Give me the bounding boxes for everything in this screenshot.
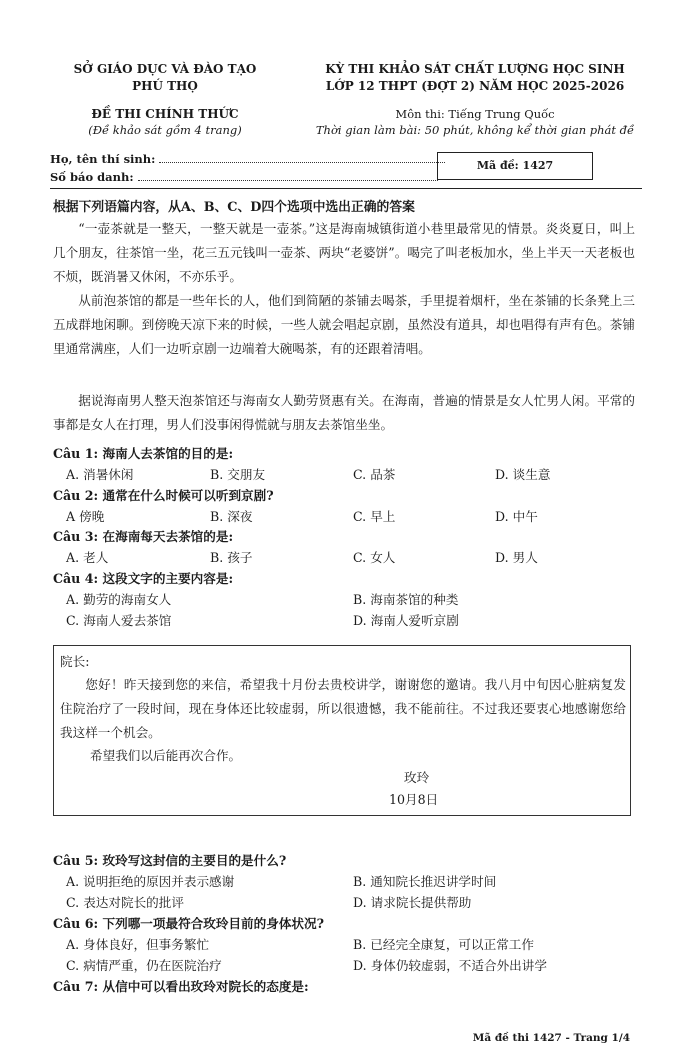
q5-option-c[interactable]: C. 表达对院长的批评 <box>66 895 184 910</box>
q4-option-d[interactable]: D. 海南人爱听京剧 <box>353 613 459 628</box>
q3-option-c[interactable]: C. 女人 <box>353 550 396 565</box>
letter-salutation: 院长: <box>60 654 90 669</box>
question-5: Câu 5: 玫玲写这封信的主要目的是什么? <box>53 853 287 868</box>
q2-option-a[interactable]: A 傍晚 <box>66 509 105 524</box>
q5-option-b[interactable]: B. 通知院长推迟讲学时间 <box>353 874 497 889</box>
letter-date: 10月8日 <box>389 792 439 807</box>
name-label: Họ, tên thí sinh: <box>50 152 156 166</box>
letter-closing: 希望我们以后能再次合作。 <box>90 748 242 763</box>
q4-option-a[interactable]: A. 勤劳的海南女人 <box>66 592 172 607</box>
q2-option-b[interactable]: B. 深夜 <box>210 509 253 524</box>
question-3: Câu 3: 在海南每天去茶馆的是: <box>53 529 234 544</box>
question-2: Câu 2: 通常在什么时候可以听到京剧? <box>53 488 274 503</box>
q6-option-c[interactable]: C. 病情严重，仍在医院治疗 <box>66 958 222 973</box>
passage-paragraph-1: “一壶茶就是一整天，一整天就是一壶茶。”这是海南城镇街道小巷里最常见的情景。炎炎夏日，叫上几个朋友，往茶馆一坐，花三五元钱叫一壶茶、两块“老婆饼”。喝完了叫老板加水，坐上半天一天老板也不烦，既消暑又休闲，不亦乐乎。 <box>53 221 635 284</box>
passage-paragraph-2: 从前泡茶馆的都是一些年长的人，他们到简陋的茶铺去喝茶，手里提着烟杆，坐在茶铺的长条凳上三五成群地闲聊。到傍晚天凉下来的时候，一些人就会唱起京剧，虽然没有道具，却也唱得有声有色。茶铺里通常满座，人们一边听京剧一边端着大碗喝茶，有的还跟着清唱。 <box>53 293 635 356</box>
name-blank[interactable] <box>159 152 445 163</box>
q5-option-d[interactable]: D. 请求院长提供帮助 <box>353 895 472 910</box>
letter-signature: 玫玲 <box>404 770 430 785</box>
time-note: Thời gian làm bài: 50 phút, không kể thời gian phát đề <box>315 123 635 137</box>
q1-option-b[interactable]: B. 交朋友 <box>210 467 266 482</box>
passage-paragraph-3: 据说海南男人整天泡茶馆还与海南女人勤劳贤惠有关。在海南，普遍的情景是女人忙男人闲。平常的事都是女人在打理，男人们没事闲得慌就与朋友去茶馆坐坐。 <box>53 393 635 432</box>
exam-title1: KỲ THI KHẢO SÁT CHẤT LƯỢNG HỌC SINH <box>325 62 625 76</box>
id-label: Số báo danh: <box>50 170 134 184</box>
q3-option-a[interactable]: A. 老人 <box>66 550 109 565</box>
q3-option-b[interactable]: B. 孩子 <box>210 550 253 565</box>
q1-option-c[interactable]: C. 品茶 <box>353 467 396 482</box>
q1-option-a[interactable]: A. 消暑休闲 <box>66 467 134 482</box>
letter-body: 您好！昨天接到您的来信，希望我十月份去贵校讲学，谢谢您的邀请。我八月中旬因心脏病复发住院治疗了一段时间，现在身体还比较虚弱，所以很遗憾，我不能前往。不过我还要衷心地感谢您给我这样一个机会。 <box>60 677 626 740</box>
id-blank[interactable] <box>138 170 438 181</box>
official-label: ĐỀ THI CHÍNH THỨC <box>91 107 239 121</box>
dept-line1: SỞ GIÁO DỤC VÀ ĐÀO TẠO <box>73 62 257 76</box>
exam-title2: LỚP 12 THPT (ĐỢT 2) NĂM HỌC 2025-2026 <box>325 79 625 93</box>
q2-option-c[interactable]: C. 早上 <box>353 509 396 524</box>
q6-option-b[interactable]: B. 已经完全康复，可以正常工作 <box>353 937 534 952</box>
q2-option-d[interactable]: D. 中午 <box>495 509 538 524</box>
q4-option-b[interactable]: B. 海南茶馆的种类 <box>353 592 459 607</box>
question-4: Câu 4: 这段文字的主要内容是: <box>53 571 234 586</box>
q6-option-d[interactable]: D. 身体仍较虚弱，不适合外出讲学 <box>353 958 547 973</box>
q4-option-c[interactable]: C. 海南人爱去茶馆 <box>66 613 172 628</box>
instruction: 根据下列语篇内容，从A、B、C、D四个选项中选出正确的答案 <box>53 200 415 215</box>
q3-option-d[interactable]: D. 男人 <box>495 550 538 565</box>
subject: Môn thi: Tiếng Trung Quốc <box>395 107 555 121</box>
dept-line2: PHÚ THỌ <box>132 79 198 93</box>
letter-box <box>53 645 631 816</box>
header-divider <box>50 188 642 189</box>
question-6: Câu 6: 下列哪一项最符合玫玲目前的身体状况? <box>53 916 324 931</box>
id-field[interactable] <box>50 170 438 184</box>
q1-option-d[interactable]: D. 谈生意 <box>495 467 551 482</box>
exam-code-box: Mã đề: 1427 <box>437 152 593 180</box>
q5-option-a[interactable]: A. 说明拒绝的原因并表示感谢 <box>66 874 235 889</box>
q6-option-a[interactable]: A. 身体良好，但事务繁忙 <box>66 937 210 952</box>
pages-note: (Đề khảo sát gồm 4 trang) <box>88 123 242 137</box>
question-7: Câu 7: 从信中可以看出玫玲对院长的态度是: <box>53 979 309 994</box>
question-1: Câu 1: 海南人去茶馆的目的是: <box>53 446 234 461</box>
name-field[interactable] <box>50 152 445 166</box>
page-footer: Mã đề thi 1427 - Trang 1/4 <box>472 1032 630 1044</box>
